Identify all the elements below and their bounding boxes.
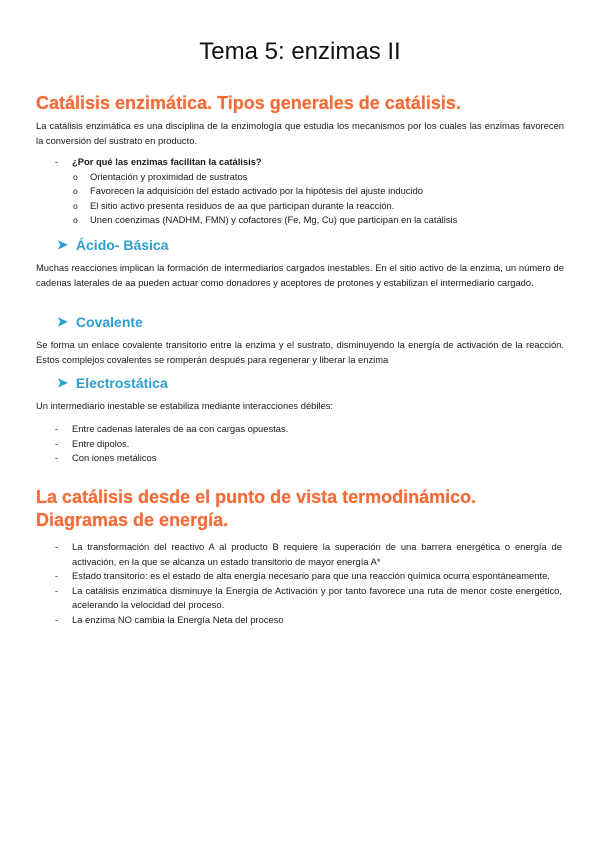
list-item: - Estado transitorio: es el estado de alta energía necesario para que una reacción química ocurra espontáneamente. — [72, 569, 562, 584]
list-item: - Entre dipolos. — [72, 437, 552, 452]
acid-base-text: Muchas reacciones implican la formación de intermediarios cargados inestables. En el sitio activo de la enzima, un número de cadenas laterales de aa pueden actuar como donadores y aceptores de protones y estabilizan el intermediario cargado. — [36, 262, 564, 288]
page-title: Tema 5: enzimas II — [199, 38, 401, 65]
list-item: - Entre cadenas laterales de aa con cargas opuestas. — [72, 422, 552, 437]
covalent-text: Se forma un enlace covalente transitorio entre la enzima y el sustrato, disminuyendo la energía de activación de la reacción. Estos complejos covalentes se romperán después para regenerar y liberar la enzima — [36, 339, 564, 365]
list-item: - La catálisis enzimática disminuye la Energía de Activación y por tanto favorece una ruta de menor coste energético, acelerando la velocidad del proceso. — [72, 584, 562, 613]
covalent-heading — [57, 314, 143, 330]
section1-intro: La catálisis enzimática es una disciplina de la enzimología que estudia los mecanismos por los cuales las enzimas favorecen la conversión del sustrato en producto. — [36, 120, 564, 146]
reason-item: o El sitio activo presenta residuos de aa que participan durante la reacción. — [90, 199, 552, 214]
electrostatic-text: Un intermediario inestable se estabiliza mediante interacciones débiles: — [36, 400, 334, 411]
question-text: ¿Por qué las enzimas facilitan la catálisis? — [72, 156, 262, 167]
reasons-sublist — [90, 170, 552, 228]
acid-base-heading — [57, 237, 169, 253]
electrostatic-heading-text: Electrostática — [75, 375, 168, 391]
list-item: - La transformación del reactivo A al producto B requiere la superación de una barrera energética o energía de activación, en la que se alcanza un estado transitorio de mayor energía A* — [72, 540, 562, 569]
reasons-list — [72, 155, 552, 228]
arrow-right-icon: ➤ — [57, 237, 68, 252]
section2-heading: La catálisis desde el punto de vista termodinámico. Diagramas de energía. — [36, 487, 477, 530]
arrow-right-icon: ➤ — [57, 375, 68, 390]
list-item: - Con iones metálicos — [72, 451, 552, 466]
section2-list — [72, 540, 562, 628]
list-item: - La enzima NO cambia la Energía Neta del proceso — [72, 613, 562, 628]
electrostatic-heading — [57, 375, 168, 391]
arrow-right-icon: ➤ — [57, 314, 68, 329]
section1-heading: Catálisis enzimática. Tipos generales de catálisis. — [36, 93, 461, 113]
electrostatic-list — [72, 422, 552, 466]
reason-item: o Unen coenzimas (NADHM, FMN) y cofactores (Fe, Mg, Cu) que participan en la catálisis — [90, 213, 552, 228]
acid-base-heading-text: Ácido- Básica — [75, 237, 169, 253]
question-item — [72, 155, 552, 228]
covalent-heading-text: Covalente — [75, 314, 143, 330]
reason-item: o Favorecen la adquisición del estado activado por la hipótesis del ajuste inducido — [90, 184, 552, 199]
reason-item: o Orientación y proximidad de sustratos — [90, 170, 552, 185]
